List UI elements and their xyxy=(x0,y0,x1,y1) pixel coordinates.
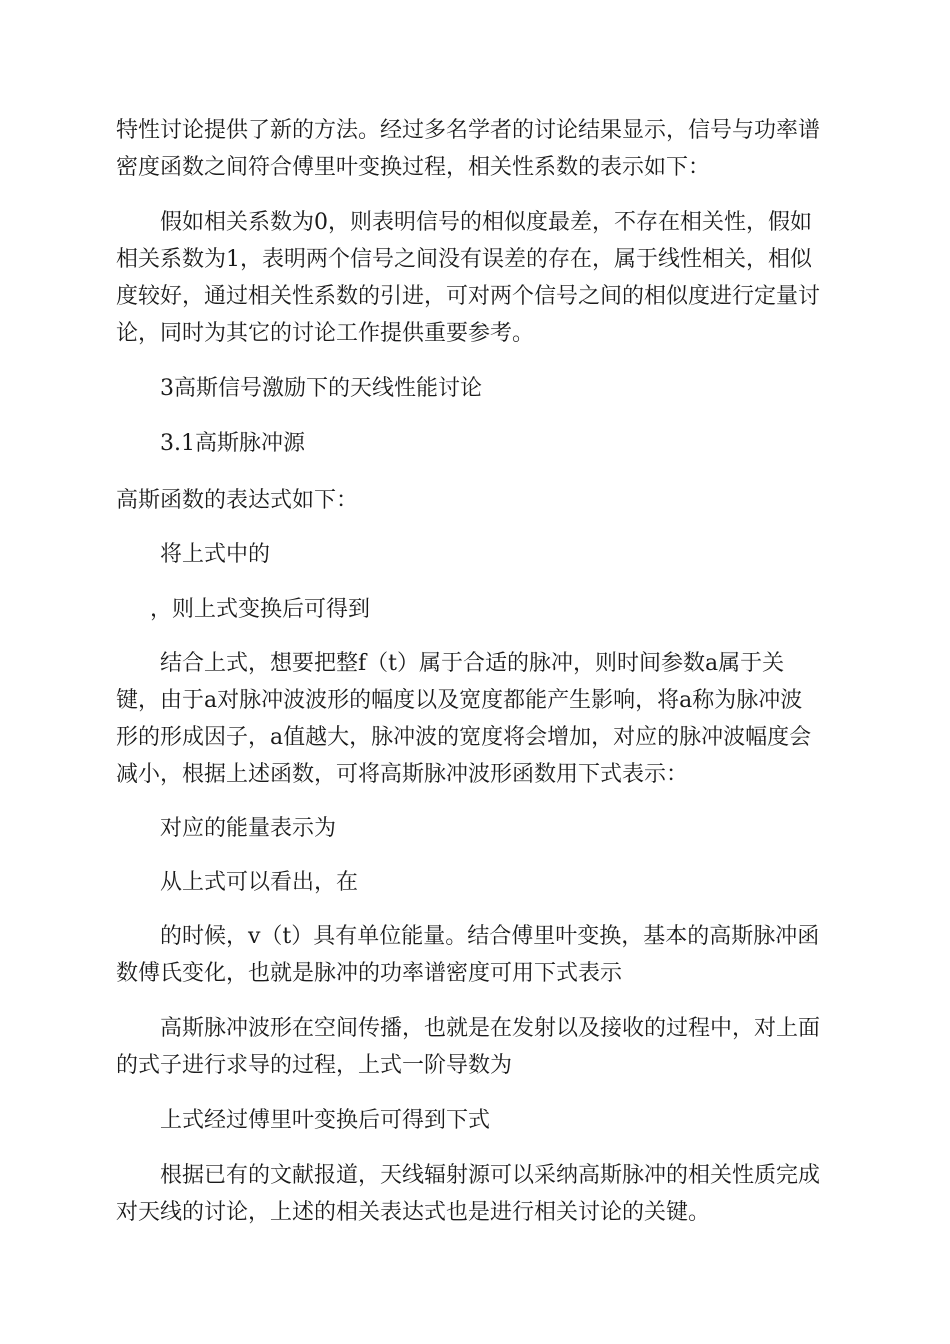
paragraph-combine-line-3: 形的形成因子，a值越大，脉冲波的宽度将会增加，对应的脉冲波幅度会 xyxy=(116,725,812,750)
paragraph-conclusion xyxy=(160,1157,820,1194)
paragraph-combine-line-4: 减小，根据上述函数，可将高斯脉冲波形函数用下式表示： xyxy=(116,762,689,787)
paragraph-propagation-line-1: 高斯脉冲波形在空间传播，也就是在发射以及接收的过程中，对上面 xyxy=(160,1016,821,1041)
paragraph-energy xyxy=(160,810,336,847)
paragraph-transform-text: ，则上式变换后可得到 xyxy=(150,597,371,622)
paragraph-fourier xyxy=(160,1102,490,1139)
paragraph-gaussian-intro-text: 高斯函数的表达式如下： xyxy=(116,488,359,513)
paragraph-2 xyxy=(160,204,812,241)
paragraph-energy-text: 对应的能量表示为 xyxy=(160,816,337,841)
paragraph-seen xyxy=(160,864,358,901)
section-heading-text: 3高斯信号激励下的天线性能讨论 xyxy=(160,376,482,401)
paragraph-unit-energy xyxy=(160,918,819,955)
paragraph-2-line-2: 相关系数为1，表明两个信号之间没有误差的存在，属于线性相关，相似 xyxy=(116,247,812,272)
paragraph-1 xyxy=(116,112,820,186)
paragraph-combine-line-2: 键，由于a对脉冲波波形的幅度以及宽度都能产生影响，将a称为脉冲波 xyxy=(116,688,803,713)
paragraph-seen-text: 从上式可以看出，在 xyxy=(160,870,359,895)
paragraph-2-line-3: 度较好，通过相关性系数的引进，可对两个信号之间的相似度进行定量讨 xyxy=(116,284,821,309)
paragraph-gaussian-intro xyxy=(116,482,358,519)
paragraph-transform xyxy=(150,591,370,628)
paragraph-2-line-1: 假如相关系数为0，则表明信号的相似度最差，不存在相关性，假如 xyxy=(160,210,812,235)
paragraph-2-cont xyxy=(116,241,820,352)
paragraph-combine-line-1: 结合上式，想要把整f（t）属于合适的脉冲，则时间参数a属于关 xyxy=(160,651,785,676)
paragraph-unit-energy-cont xyxy=(116,955,622,992)
paragraph-conclusion-line-1: 根据已有的文献报道，天线辐射源可以采纳高斯脉冲的相关性质完成 xyxy=(160,1163,821,1188)
paragraph-unit-energy-line-2: 数傅氏变化，也就是脉冲的功率谱密度可用下式表示 xyxy=(116,961,623,986)
paragraph-1-line-2: 密度函数之间符合傅里叶变换过程，相关性系数的表示如下： xyxy=(116,155,711,180)
paragraph-1-line-1: 特性讨论提供了新的方法。经过多名学者的讨论结果显示，信号与功率谱 xyxy=(116,118,821,143)
paragraph-combine-cont xyxy=(116,682,811,793)
paragraph-substitute xyxy=(160,536,270,573)
subsection-heading-text: 3.1高斯脉冲源 xyxy=(160,431,305,456)
subsection-heading xyxy=(160,425,305,462)
paragraph-conclusion-cont xyxy=(116,1194,710,1231)
paragraph-2-line-4: 论，同时为其它的讨论工作提供重要参考。 xyxy=(116,321,535,346)
paragraph-fourier-text: 上式经过傅里叶变换后可得到下式 xyxy=(160,1108,491,1133)
paragraph-conclusion-line-2: 对天线的讨论，上述的相关表达式也是进行相关讨论的关键。 xyxy=(116,1200,711,1225)
paragraph-combine xyxy=(160,645,784,682)
paragraph-propagation-line-2: 的式子进行求导的过程，上式一阶导数为 xyxy=(116,1053,513,1078)
section-heading xyxy=(160,370,482,407)
paragraph-propagation xyxy=(160,1010,820,1047)
paragraph-unit-energy-line-1: 的时候，v（t）具有单位能量。结合傅里叶变换，基本的高斯脉冲函 xyxy=(160,924,820,949)
paragraph-propagation-cont xyxy=(116,1047,512,1084)
paragraph-substitute-text: 将上式中的 xyxy=(160,542,271,567)
